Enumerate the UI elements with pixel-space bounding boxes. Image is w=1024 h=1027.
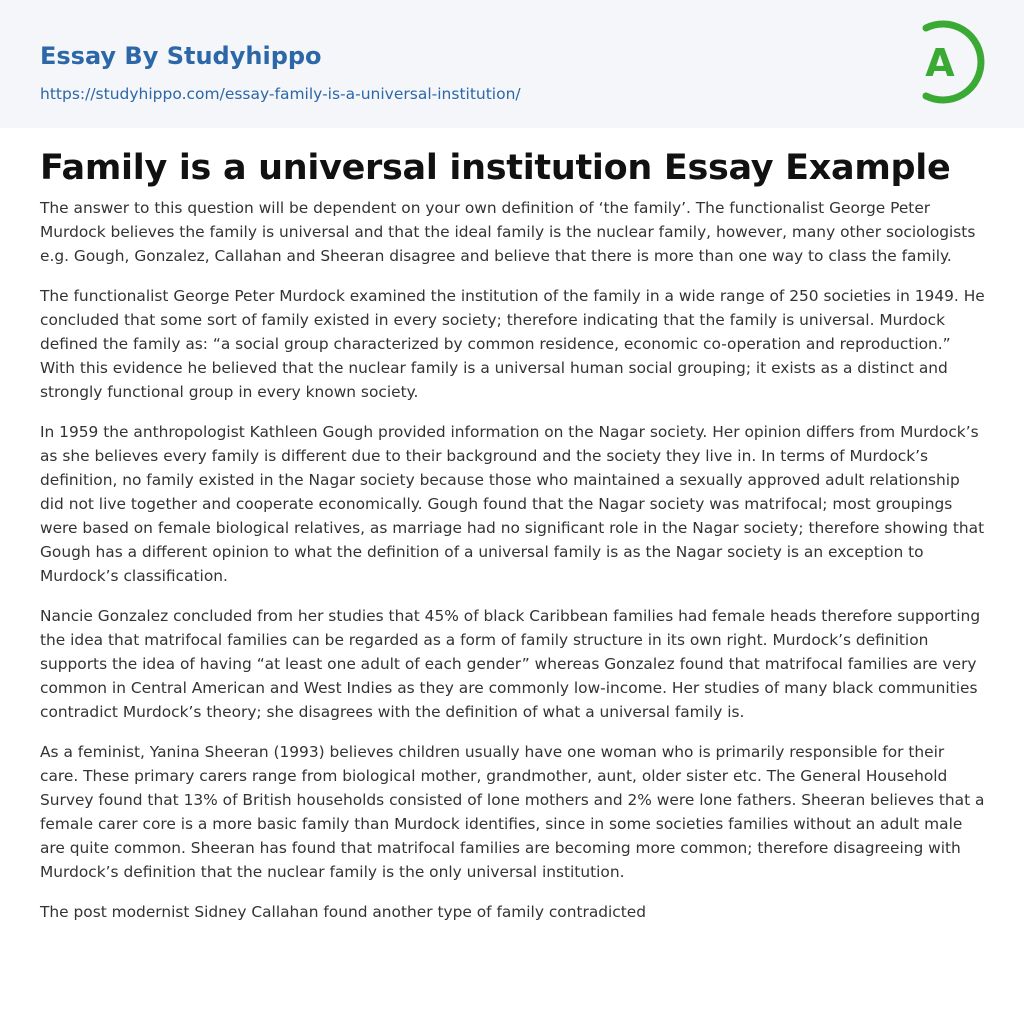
page-title: Family is a universal institution Essay Example <box>40 148 951 188</box>
essay-paragraph: The post modernist Sidney Callahan found another type of family contradicted <box>40 903 647 921</box>
essay-paragraph: As a feminist, Yanina Sheeran (1993) believes children usually have one woman who is primarily responsible for their care. These primary carers range from biological mother, grandmother, aunt, older sister etc. The General Household Survey found that 13% of British households consisted of lone mothers and 2% were lone fathers. Sheeran believes that a female carer core is a more basic family than Murdock identifies, since in some societies families without an adult male are quite common. Sheeran has found that matrifocal families are becoming more common; therefore disagreeing with Murdock’s definition that the nuclear family is the only universal institution. <box>40 743 985 881</box>
svg-text:A: A <box>925 41 955 85</box>
site-header <box>0 0 1024 128</box>
essay-paragraph: The functionalist George Peter Murdock examined the institution of the family in a wide range of 250 societies in 1949. He concluded that some sort of family existed in every society; therefore indicating that the family is universal. Murdock defined the family as: “a social group characterized by common residence, economic co-operation and reproduction.” With this evidence he believed that the nuclear family is a universal human social grouping; it exists as a distinct and strongly functional group in every known society. <box>40 287 985 401</box>
source-url-link[interactable]: https://studyhippo.com/essay-family-is-a-universal-institution/ <box>40 85 521 103</box>
essay-paragraph: In 1959 the anthropologist Kathleen Gough provided information on the Nagar society. Her opinion differs from Murdock’s as she believes every family is different due to their background and the society they live in. In terms of Murdock’s definition, no family existed in the Nagar society because those who maintained a sexually approved adult relationship did not live together and cooperate economically. Gough found that the Nagar society was matrifocal; most groupings were based on female biological relatives, as marriage had no significant role in the Nagar society; therefore showing that Gough has a different opinion to what the definition of a universal family is as the Nagar society is an exception to Murdock’s classification. <box>40 423 985 585</box>
essay-paragraph: The answer to this question will be dependent on your own definition of ‘the family’. The functionalist George Peter Murdock believes the family is universal and that the ideal family is the nuclear family, however, many other sociologists e.g. Gough, Gonzalez, Callahan and Sheeran disagree and believe that there is more than one way to class the family. <box>40 199 976 265</box>
essay-article <box>40 140 986 940</box>
studyhippo-a-logo-icon[interactable] <box>910 16 990 108</box>
essay-paragraph: Nancie Gonzalez concluded from her studies that 45% of black Caribbean families had female heads therefore supporting the idea that matrifocal families can be regarded as a form of family structure in its own right. Murdock’s definition supports the idea of having “at least one adult of each gender” whereas Gonzalez found that matrifocal families are very common in Central American and West Indies as they are commonly low-income. Her studies of many black communities contradict Murdock’s theory; she disagrees with the definition of what a universal family is. <box>40 607 981 721</box>
site-brand[interactable]: Essay By Studyhippo <box>40 42 322 70</box>
